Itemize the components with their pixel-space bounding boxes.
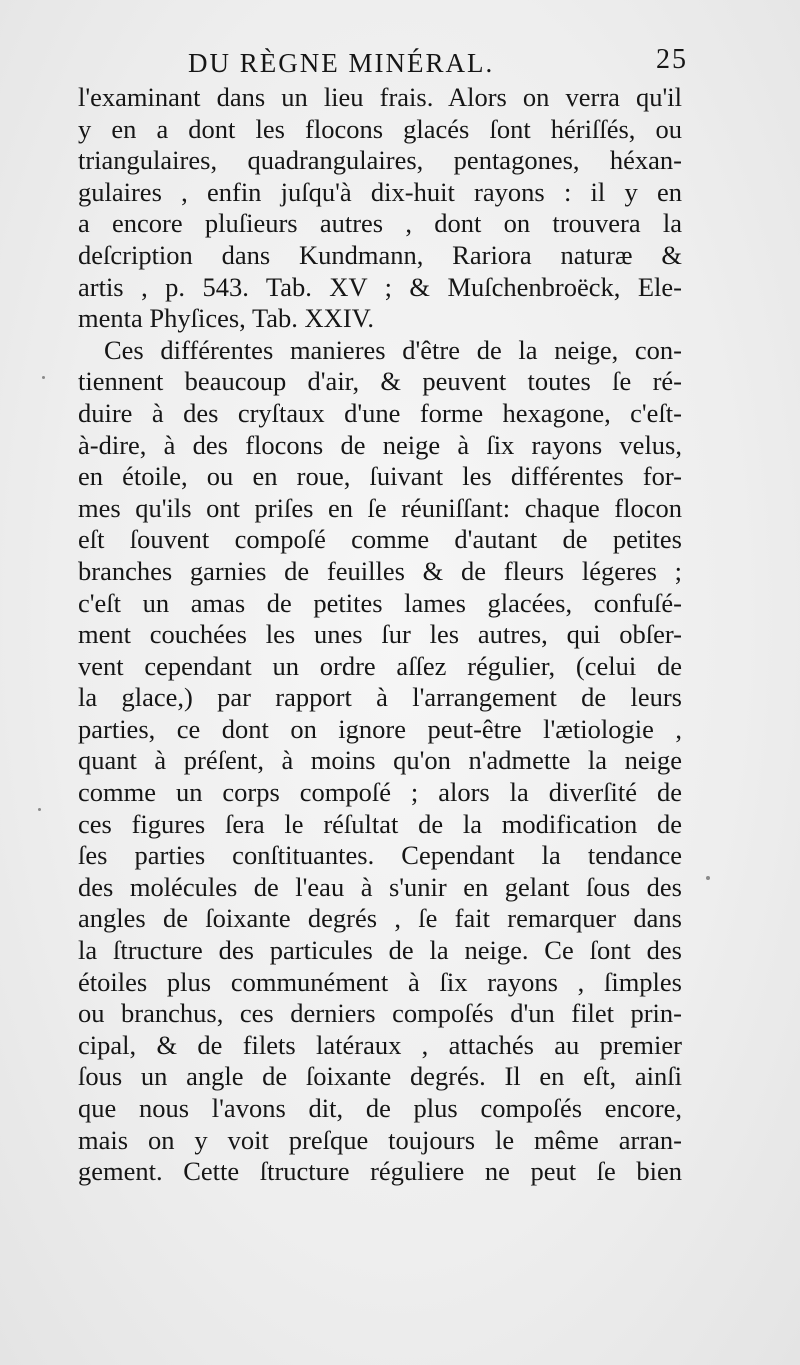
text-line: ou branchus, ces derniers compoſés d'un filet prin- [78, 998, 682, 1029]
text-line: mais on y voit preſque toujours le même arran- [78, 1124, 682, 1155]
text-line: gulaires , enfin juſqu'à dix-huit rayons : il y en [78, 176, 682, 207]
text-line: la glace,) par rapport à l'arrangement de leurs [78, 682, 682, 713]
paragraph-first-line: Ces différentes manieres d'être de la neige, con- [104, 334, 682, 365]
text-line: y en a dont les flocons glacés ſont hériſſés, ou [78, 113, 682, 144]
text-line: la ſtructure des particules de la neige. Ce ſont des [78, 935, 682, 966]
text-line: ſous un angle de ſoixante degrés. Il en eſt, ainſi [78, 1061, 682, 1092]
running-title: DU RÈGNE MINÉRAL. [188, 48, 495, 78]
text-line: ſes parties conſtituantes. Cependant la tendance [78, 840, 682, 871]
text-line: eſt ſouvent compoſé comme d'autant de petites [78, 524, 682, 555]
paper-speck [38, 808, 41, 811]
paper-speck [706, 876, 710, 880]
text-line: cipal, & de filets latéraux , attachés au premier [78, 1029, 682, 1060]
running-head [76, 44, 688, 84]
text-line: mes qu'ils ont priſes en ſe réuniſſant: chaque flocon [78, 492, 682, 523]
text-line: a encore pluſieurs autres , dont on trouvera la [78, 208, 682, 239]
text-line: étoiles plus communément à ſix rayons , ſimples [78, 966, 682, 997]
text-line: comme un corps compoſé ; alors la diverſité de [78, 777, 682, 808]
body-text [78, 82, 682, 1188]
text-line: angles de ſoixante degrés , ſe fait remarquer dans [78, 903, 682, 934]
text-line: des molécules de l'eau à s'unir en gelant ſous des [78, 871, 682, 902]
text-line: en étoile, ou en roue, ſuivant les différentes for- [78, 461, 682, 492]
text-line: ces figures ſera le réſultat de la modification de [78, 808, 682, 839]
text-line: c'eſt un amas de petites lames glacées, confuſé- [78, 587, 682, 618]
text-line: parties, ce dont on ignore peut-être l'ætiologie , [78, 713, 682, 744]
text-line: gement. Cette ſtructure réguliere ne peut ſe bien [78, 1156, 682, 1187]
paper-speck [42, 376, 45, 379]
text-line: vent cependant un ordre aſſez régulier, (celui de [78, 650, 682, 681]
text-line: artis , p. 543. Tab. XV ; & Muſchenbroëck, Ele- [78, 271, 682, 302]
text-line: l'examinant dans un lieu frais. Alors on verra qu'il [78, 82, 682, 112]
text-line: quant à préſent, à moins qu'on n'admette la neige [78, 745, 682, 776]
text-line: à-dire, à des flocons de neige à ſix rayons velus, [78, 429, 682, 460]
text-line: ment couchées les unes ſur les autres, qui obſer- [78, 619, 682, 650]
text-line: triangulaires, quadrangulaires, pentagones, héxan- [78, 145, 682, 176]
text-line: branches garnies de feuilles & de fleurs légeres ; [78, 555, 682, 586]
page-number: 25 [656, 44, 688, 75]
text-line: duire à des cryſtaux d'une forme hexagone, c'eſt- [78, 397, 682, 428]
text-line: menta Phyſices, Tab. XXIV. [78, 303, 374, 334]
text-line: que nous l'avons dit, de plus compoſés encore, [78, 1093, 682, 1123]
text-line: deſcription dans Kundmann, Rariora naturæ & [78, 239, 682, 270]
text-line: tiennent beaucoup d'air, & peuvent toutes ſe ré- [78, 366, 682, 397]
